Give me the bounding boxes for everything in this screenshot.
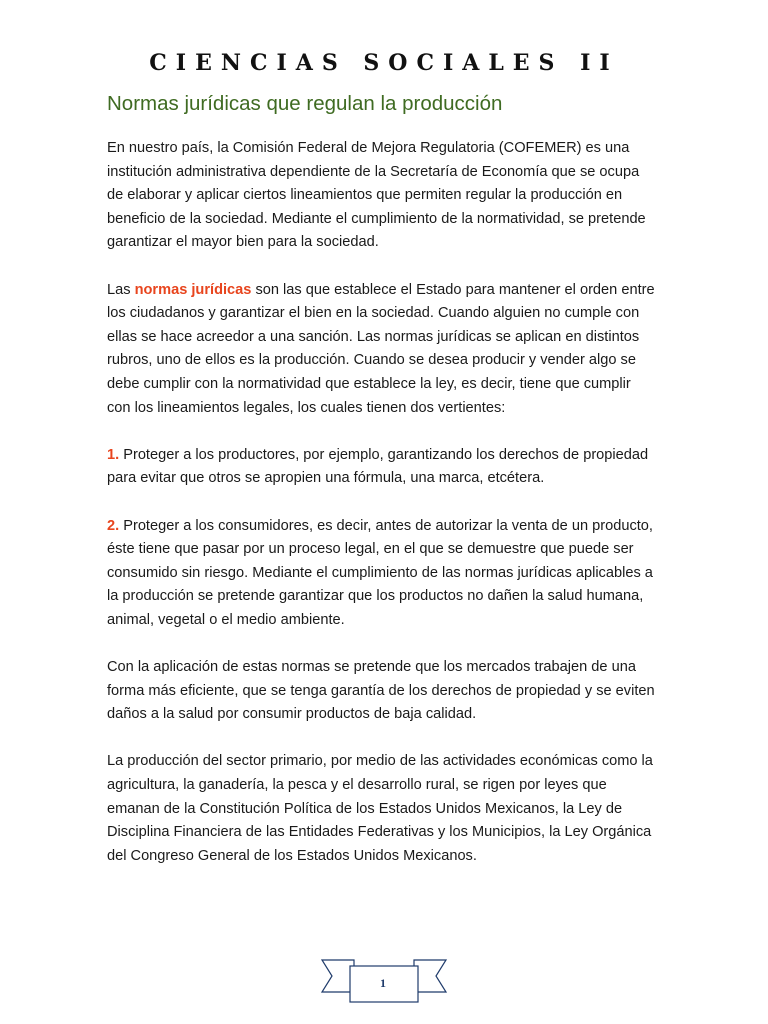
paragraph-mercados: Con la aplicación de estas normas se pretende que los mercados trabajen de una forma más eficiente, que se tenga garantía de los derechos de propiedad y se eviten daños a la salud por consumir productos de baja calidad. xyxy=(107,659,655,723)
list-text-2: Proteger a los consumidores, es decir, antes de autorizar la venta de un producto, éste tiene que pasar por un proceso legal, en el que se demuestre que puede ser consumido sin riesgo. Mediante el cumplimiento de las normas jurídicas aplicables a la producción se pretende garantizar que los productos no dañen la salud humana, animal, vegetal o el medio ambiente. xyxy=(107,517,653,628)
paragraph-normas-post: son las que establece el Estado para mantener el orden entre los ciudadanos y garantizar el bien en la sociedad. Cuando alguien no cumple con ellas se hace acreedor a una sanción. Las normas jurídicas se aplican en distintos rubros, uno de ellos es la producción. Cuando se desea producir y vender algo se debe cumplir con la normatividad que establece la ley, es decir, tiene que cumplir con los lineamientos legales, los cuales tienen dos vertientes: xyxy=(107,281,655,416)
paragraph-normas xyxy=(107,279,657,421)
list-item-2 xyxy=(107,515,657,633)
paragraph-sector-primario: La producción del sector primario, por medio de las actividades económicas como la agricultura, la ganadería, la pesca y el desarrollo rural, se rigen por leyes que emanan de la Constitución Política de los Estados Unidos Mexicanos, la Ley de Disciplina Financiera de las Entidades Federativas y los Municipios, la Ley Orgánica del Congreso General de los Estados Unidos Mexicanos. xyxy=(107,753,653,864)
list-item-1 xyxy=(107,444,657,491)
list-number-2: 2. xyxy=(107,517,120,534)
list-text-1: Proteger a los productores, por ejemplo, garantizando los derechos de propiedad para evitar que otros se apropien una fórmula, una marca, etcétera. xyxy=(107,446,649,487)
list-number-1: 1. xyxy=(107,446,120,463)
paragraph-intro: En nuestro país, la Comisión Federal de Mejora Regulatoria (COFEMER) es una institución administrativa dependiente de la Secretaría de Economía que se ocupa de elaborar y aplicar ciertos lineamientos que permiten regular la producción en beneficio de la sociedad. Mediante el cumplimiento de la normatividad, se pretende garantizar el mayor bien para la sociedad. xyxy=(107,140,646,251)
body-text xyxy=(107,137,657,892)
page-header-title: CIENCIAS SOCIALES II xyxy=(149,50,619,76)
section-heading: Normas jurídicas que regulan la producción xyxy=(107,92,503,115)
page-number: 1 xyxy=(380,976,386,990)
paragraph-normas-pre: Las xyxy=(107,281,135,298)
highlight-normas-juridicas: normas jurídicas xyxy=(134,281,252,298)
